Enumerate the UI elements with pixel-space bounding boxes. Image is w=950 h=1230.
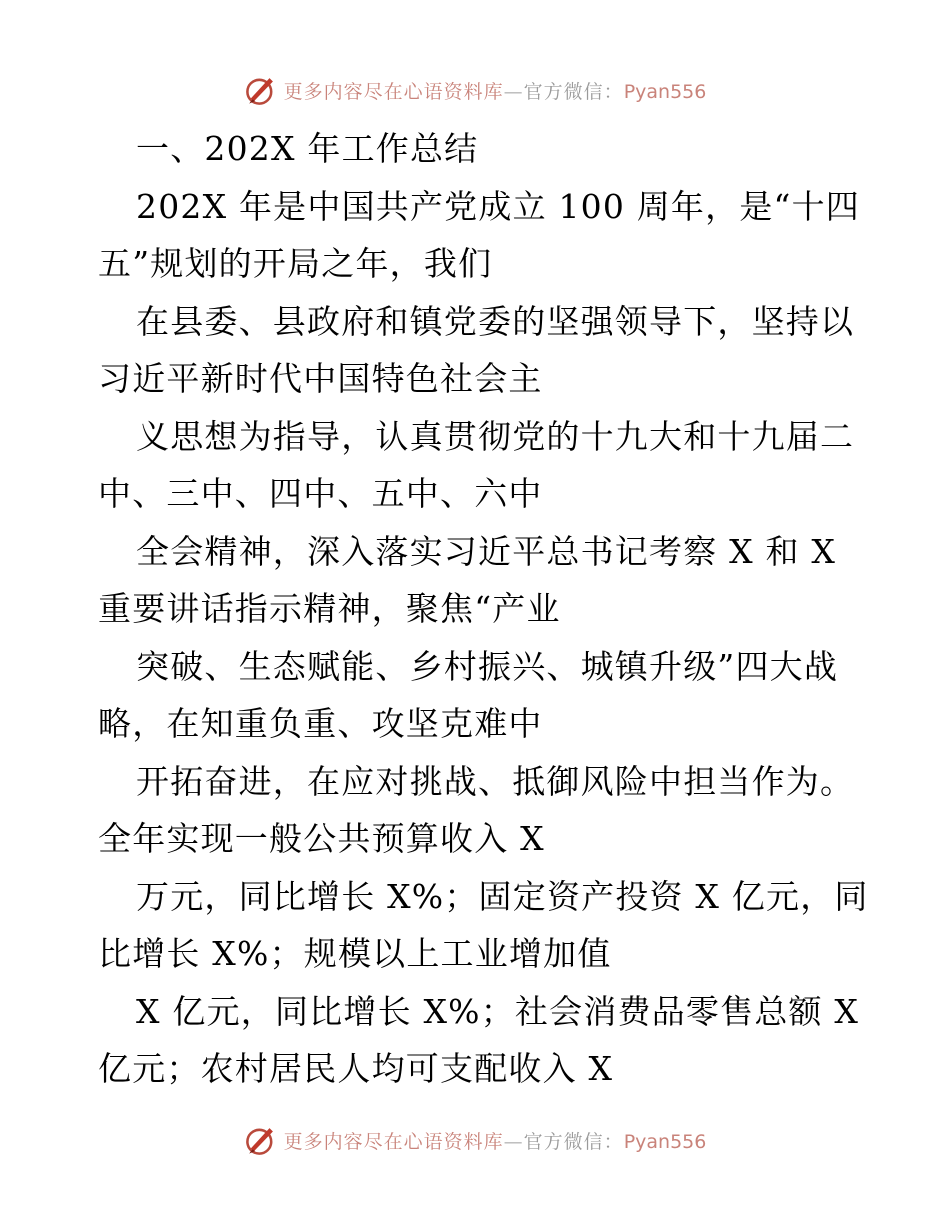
paragraph-line: 亿元；农村居民人均可支配收入 X	[98, 1049, 614, 1088]
watermark-wechat-id: Pyan556	[623, 80, 707, 103]
watermark-sub-text: 官方微信：	[523, 1130, 624, 1153]
paragraph-line: 全会精神，深入落实习近平总书记考察 X 和 X	[136, 531, 837, 571]
quill-pen-logo-icon	[244, 1123, 278, 1157]
paragraph-line: 义思想为指导，认真贯彻党的十九大和十九届二	[136, 416, 855, 456]
paragraph-line: 比增长 X%；规模以上工业增加值	[98, 934, 612, 973]
watermark-main-text: 更多内容尽在心语资料库	[283, 80, 504, 103]
watermark-dash: —	[503, 80, 524, 103]
paragraph-line: X 亿元，同比增长 X%；社会消费品零售总额 X	[136, 991, 860, 1031]
watermark-sub-text: 官方微信：	[523, 80, 624, 103]
paragraph-line: 突破、生态赋能、乡村振兴、城镇升级”四大战	[136, 646, 839, 686]
paragraph-line: 习近平新时代中国特色社会主	[98, 359, 543, 398]
header-watermark	[0, 70, 950, 110]
paragraph-line: 202X 年是中国共产党成立 100 周年，是“十四	[136, 186, 861, 226]
paragraph-line: 全年实现一般公共预算收入 X	[98, 819, 545, 858]
paragraph-line: 开拓奋进，在应对挑战、抵御风险中担当作为。	[136, 761, 855, 801]
paragraph-line: 五”规划的开局之年，我们	[98, 244, 493, 283]
paragraph-line: 略，在知重负重、攻坚克难中	[98, 704, 543, 743]
footer-watermark	[0, 1120, 950, 1160]
paragraph-line: 在县委、县政府和镇党委的坚强领导下，坚持以	[136, 301, 855, 341]
paragraph-line: 中、三中、四中、五中、六中	[98, 474, 543, 513]
document-body	[98, 120, 869, 1098]
section-heading: 一、202X 年工作总结	[136, 129, 479, 168]
watermark-wechat-id: Pyan556	[623, 1130, 707, 1153]
watermark-dash: —	[503, 1130, 524, 1153]
paragraph-line: 重要讲话指示精神，聚焦“产业	[98, 589, 561, 628]
quill-pen-logo-icon	[244, 73, 278, 107]
watermark-main-text: 更多内容尽在心语资料库	[283, 1130, 504, 1153]
paragraph-line: 万元，同比增长 X%；固定资产投资 X 亿元，同	[136, 876, 869, 916]
